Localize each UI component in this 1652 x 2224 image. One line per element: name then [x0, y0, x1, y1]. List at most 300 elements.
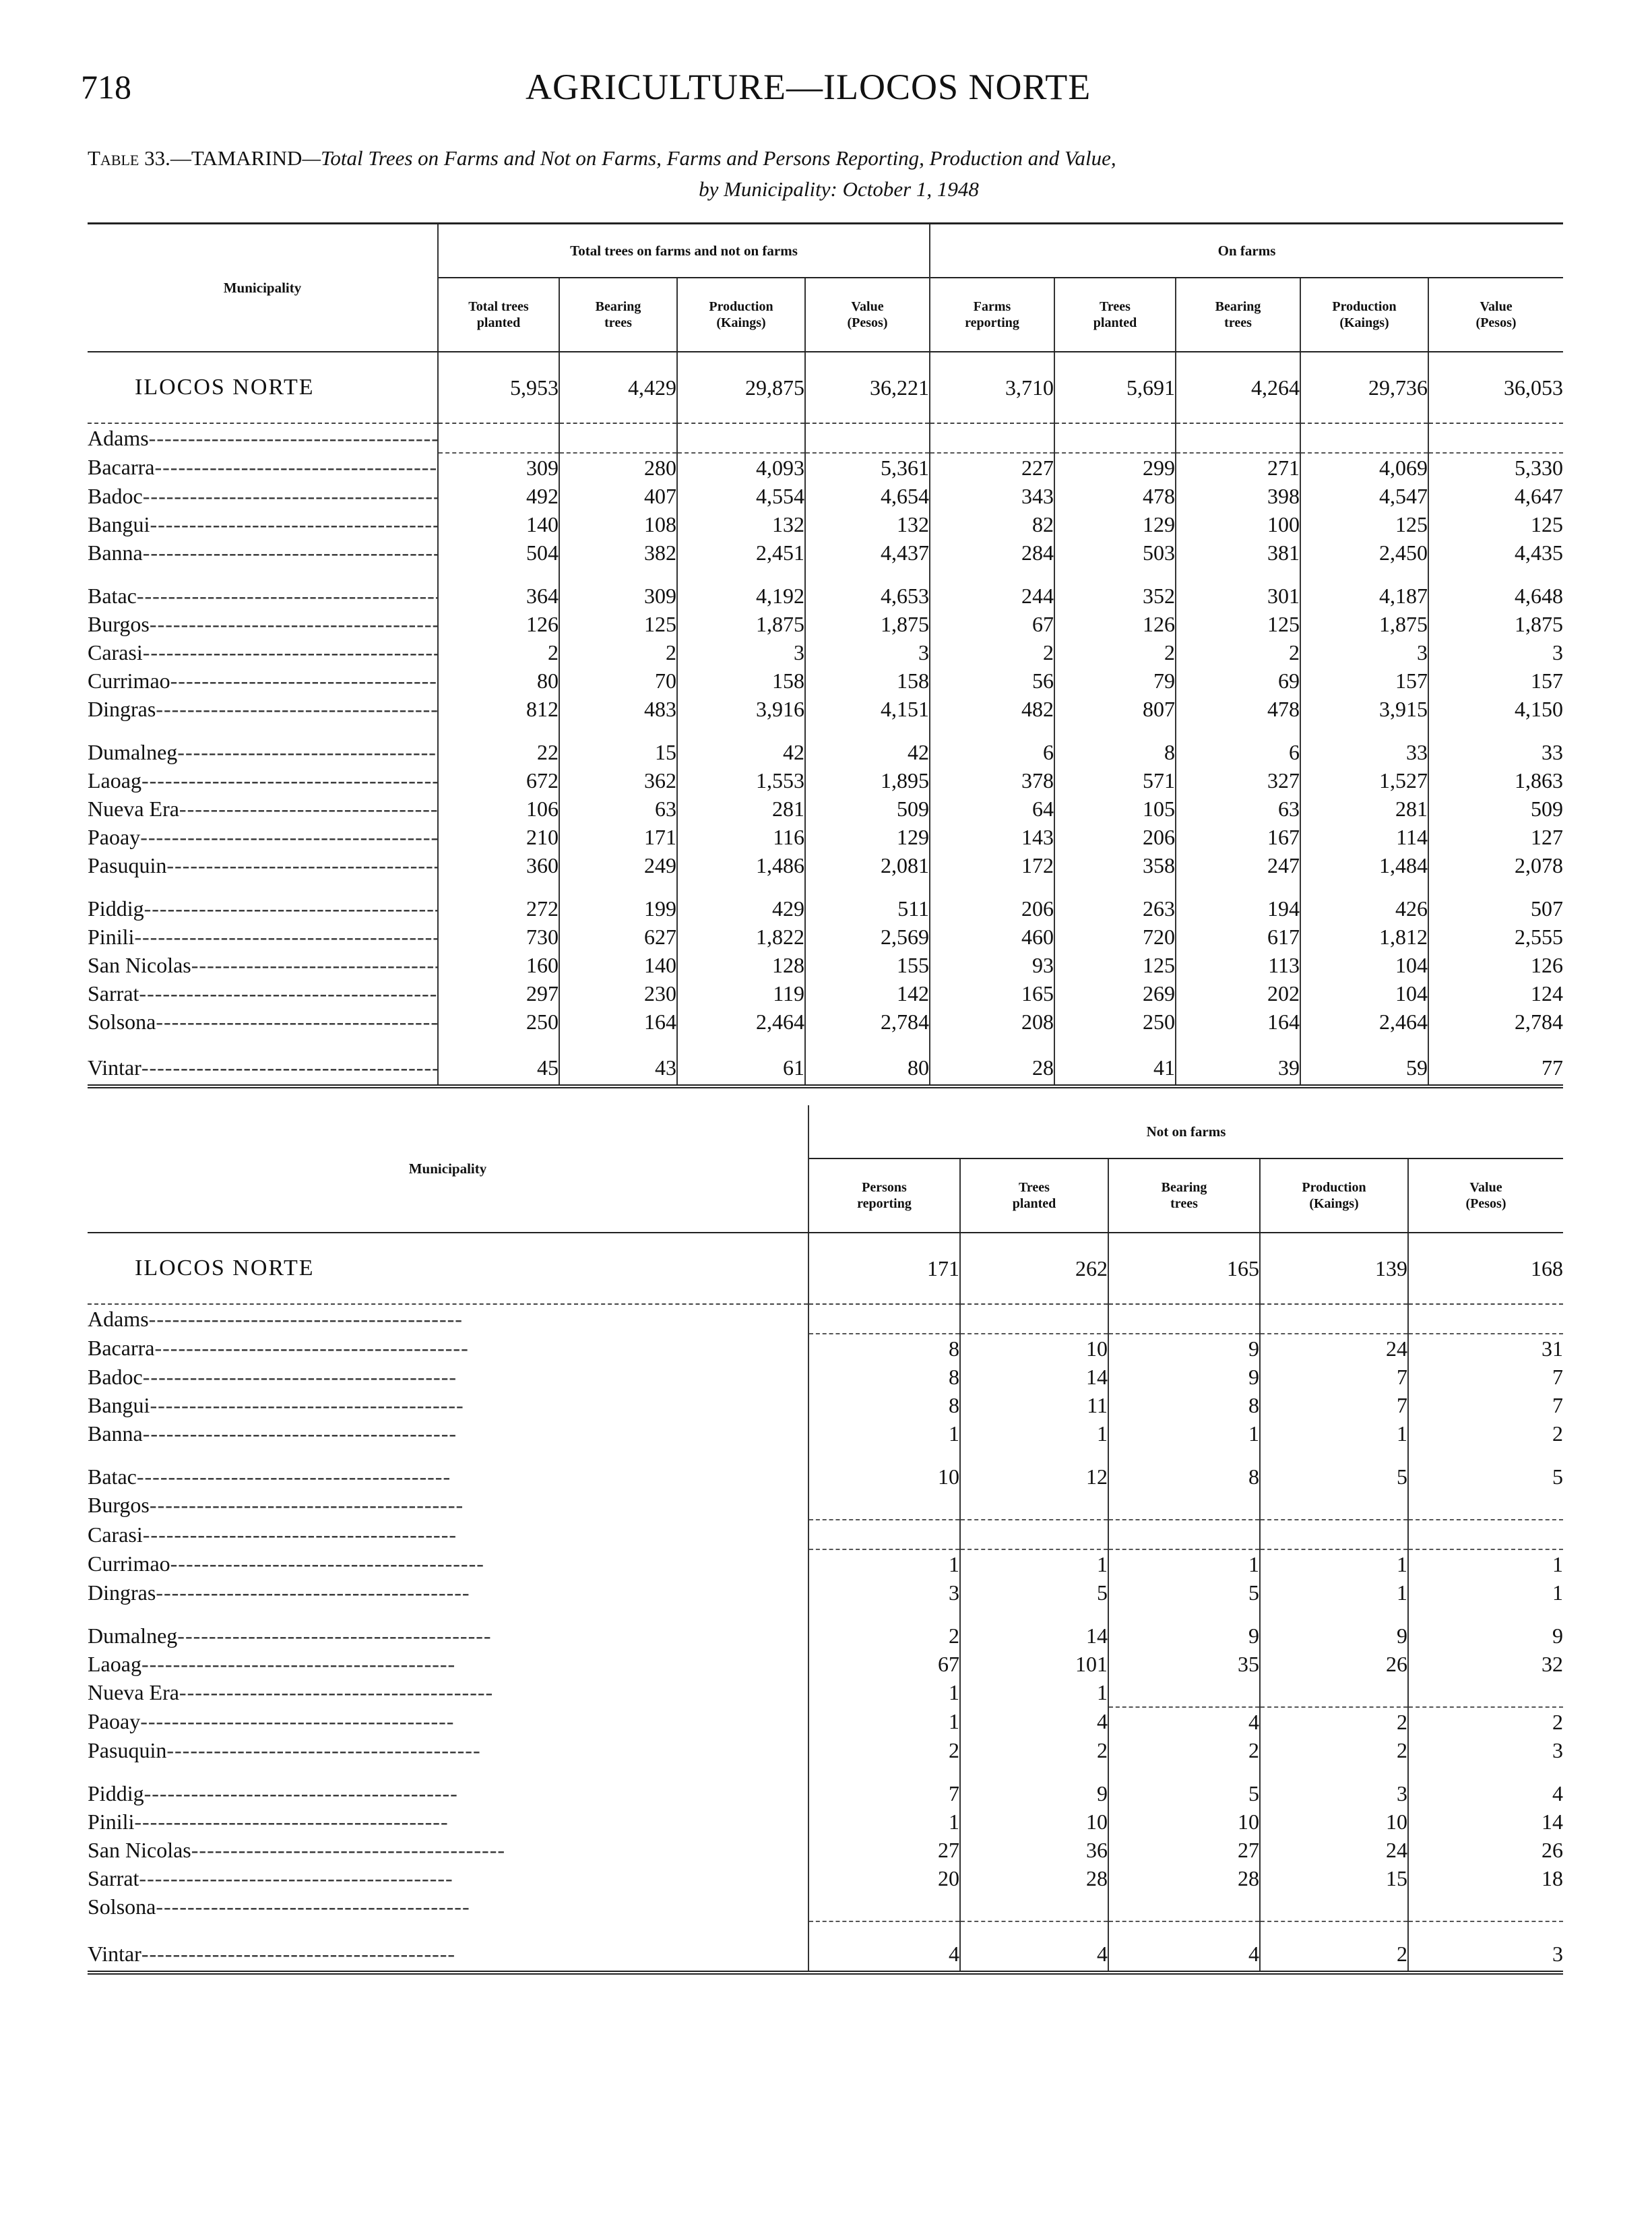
upper-col-header-line: trees [1224, 315, 1252, 330]
upper-cell-value: 2 [438, 638, 559, 667]
lower-total-row [88, 1233, 1563, 1304]
lower-cell-value [1260, 1520, 1408, 1549]
lower-cell-value: 7 [1260, 1391, 1408, 1419]
table-caption [88, 143, 1563, 205]
lower-cell-value: 26 [1408, 1836, 1563, 1864]
lower-cell-value: 24 [1260, 1836, 1408, 1864]
upper-row-name [88, 851, 438, 879]
lower-cell-value: 101 [960, 1650, 1108, 1678]
upper-col-header-line: (Pesos) [847, 315, 888, 330]
upper-cell-value: 483 [559, 695, 677, 723]
lower-municipality-name: Dumalneg [88, 1623, 178, 1648]
upper-municipality-name: Dumalneg [88, 739, 178, 764]
upper-table-row [88, 638, 1563, 667]
upper-leader-dots [134, 925, 438, 949]
upper-row-name [88, 766, 438, 795]
lower-total-value: 139 [1260, 1233, 1408, 1304]
lower-table-row [88, 1334, 1563, 1363]
lower-leader-dots [177, 1624, 491, 1648]
upper-gap-cell [805, 1036, 930, 1051]
lower-cell-value: 8 [1108, 1462, 1260, 1491]
lower-table-row [88, 1892, 1563, 1921]
lower-cell-value: 5 [1260, 1462, 1408, 1491]
upper-table-row [88, 823, 1563, 851]
upper-cell-value: 128 [677, 951, 805, 979]
upper-row-name [88, 638, 438, 667]
upper-cell-value: 125 [1054, 951, 1176, 979]
upper-cell-value: 358 [1054, 851, 1176, 879]
lower-cell-value: 2 [808, 1736, 960, 1764]
upper-cell-value: 125 [1428, 510, 1563, 538]
upper-gap-cell [1428, 567, 1563, 582]
lower-municipality-name: Nueva Era [88, 1680, 179, 1704]
lower-group-gap [88, 1921, 1563, 1937]
upper-gap-cell [1428, 879, 1563, 894]
upper-leader-dots [139, 981, 438, 1006]
lower-row-name [88, 1334, 808, 1363]
lower-gap-cell [960, 1607, 1108, 1621]
upper-cell-value: 1,822 [677, 923, 805, 951]
upper-gap-cell [930, 723, 1054, 738]
upper-cell-value: 343 [930, 482, 1054, 510]
lower-cell-value: 9 [1108, 1621, 1260, 1650]
upper-cell-value: 158 [677, 667, 805, 695]
upper-cell-value: 164 [1176, 1008, 1300, 1036]
upper-col-header [1300, 278, 1428, 352]
lower-col-header-line: Bearing [1161, 1180, 1207, 1195]
upper-cell-value: 104 [1300, 951, 1428, 979]
upper-municipality-name: Adams [88, 426, 149, 450]
upper-cell-value: 69 [1176, 667, 1300, 695]
upper-group-gap [88, 567, 1563, 582]
lower-cell-value: 1 [1408, 1549, 1563, 1578]
upper-table-row [88, 667, 1563, 695]
lower-cell-value [1408, 1520, 1563, 1549]
upper-gap-cell [438, 723, 559, 738]
upper-cell-value: 106 [438, 795, 559, 823]
upper-gap-cell [438, 1036, 559, 1051]
upper-col-header [559, 278, 677, 352]
lower-cell-value: 2 [1408, 1707, 1563, 1736]
lower-leader-dots [140, 1709, 454, 1733]
lower-col-header [1108, 1159, 1260, 1233]
upper-municipality-name: Laoag [88, 768, 141, 793]
upper-cell-value: 3 [1300, 638, 1428, 667]
upper-gap-cell [88, 567, 438, 582]
upper-table-row [88, 738, 1563, 766]
table-subtitle-1: —Total Trees on Farms and Not on Farms, Farms and Persons Reporting, Production and Value, [302, 146, 1116, 170]
lower-cell-value [1260, 1892, 1408, 1921]
lower-table-row [88, 1491, 1563, 1520]
upper-cell-value [1176, 423, 1300, 453]
upper-cell-value: 42 [805, 738, 930, 766]
lower-row-name [88, 1779, 808, 1808]
upper-cell-value: 125 [559, 610, 677, 638]
upper-gap-cell [1054, 879, 1176, 894]
upper-cell-value: 33 [1428, 738, 1563, 766]
lower-cell-value: 9 [1408, 1621, 1563, 1650]
lower-row-name [88, 1419, 808, 1448]
upper-cell-value: 504 [438, 538, 559, 567]
lower-cell-value: 14 [1408, 1808, 1563, 1836]
lower-total-value: 171 [808, 1233, 960, 1304]
upper-cell-value: 269 [1054, 979, 1176, 1008]
upper-cell-value: 165 [930, 979, 1054, 1008]
upper-cell-value: 132 [805, 510, 930, 538]
lower-cell-value: 28 [960, 1864, 1108, 1892]
upper-municipality-name: Carasi [88, 640, 143, 665]
upper-group-gap [88, 723, 1563, 738]
upper-cell-value: 2,078 [1428, 851, 1563, 879]
upper-cell-value [559, 423, 677, 453]
lower-municipality-name: Paoay [88, 1709, 141, 1733]
lower-col-header [960, 1159, 1108, 1233]
upper-cell-value: 381 [1176, 538, 1300, 567]
upper-leader-dots [170, 669, 438, 693]
lower-municipality-name: Piddig [88, 1781, 144, 1805]
upper-cell-value: 1,863 [1428, 766, 1563, 795]
upper-cell-value: 4,150 [1428, 695, 1563, 723]
lower-municipality-name: Batac [88, 1464, 137, 1489]
upper-group-gap [88, 879, 1563, 894]
upper-cell-value: 4,547 [1300, 482, 1428, 510]
lower-col-header [1260, 1159, 1408, 1233]
upper-cell-value: 202 [1176, 979, 1300, 1008]
upper-table-row [88, 695, 1563, 723]
upper-cell-value: 301 [1176, 582, 1300, 610]
lower-row-name [88, 1864, 808, 1892]
upper-cell-value: 42 [677, 738, 805, 766]
lower-cell-value: 4 [960, 1707, 1108, 1736]
lower-cell-value: 20 [808, 1864, 960, 1892]
upper-gap-cell [1428, 1036, 1563, 1051]
upper-cell-value: 280 [559, 453, 677, 482]
upper-cell-value: 1,875 [1300, 610, 1428, 638]
lower-table-row [88, 1864, 1563, 1892]
lower-gap-cell [808, 1921, 960, 1937]
upper-cell-value: 617 [1176, 923, 1300, 951]
upper-col-header-line: reporting [965, 315, 1019, 330]
upper-cell-value: 2,555 [1428, 923, 1563, 951]
lower-municipality-name: Pinili [88, 1809, 135, 1834]
upper-cell-value: 140 [438, 510, 559, 538]
lower-gap-cell [808, 1448, 960, 1462]
lower-row-name [88, 1736, 808, 1764]
upper-cell-value: 125 [1176, 610, 1300, 638]
upper-cell-value: 61 [677, 1051, 805, 1086]
lower-cell-value [1408, 1304, 1563, 1334]
upper-gap-cell [1176, 879, 1300, 894]
upper-gap-cell [677, 879, 805, 894]
upper-cell-value: 172 [930, 851, 1054, 879]
upper-cell-value: 297 [438, 979, 559, 1008]
lower-cell-value: 14 [960, 1363, 1108, 1391]
running-head: AGRICULTURE—ILOCOS NORTE [526, 67, 1091, 107]
upper-cell-value [677, 423, 805, 453]
upper-row-name [88, 738, 438, 766]
upper-municipality-name: Pasuquin [88, 853, 167, 877]
upper-cell-value: 4,187 [1300, 582, 1428, 610]
lower-row-name [88, 1621, 808, 1650]
lower-cell-value: 3 [1408, 1937, 1563, 1973]
upper-municipality-name: Currimao [88, 668, 170, 693]
upper-cell-value: 1,895 [805, 766, 930, 795]
upper-leader-dots [141, 768, 438, 793]
upper-cell-value: 82 [930, 510, 1054, 538]
table-label: Table 33.— [88, 146, 191, 170]
upper-cell-value: 142 [805, 979, 930, 1008]
lower-municipality-name: San Nicolas [88, 1837, 191, 1862]
upper-cell-value: 164 [559, 1008, 677, 1036]
lower-leader-dots [154, 1336, 468, 1360]
upper-cell-value: 309 [438, 453, 559, 482]
upper-cell-value [1428, 423, 1563, 453]
upper-table-row [88, 1051, 1563, 1086]
lower-table-row [88, 1520, 1563, 1549]
upper-table-row [88, 582, 1563, 610]
upper-leader-dots [179, 797, 438, 821]
table-title: TAMARIND [191, 146, 303, 170]
lower-row-name [88, 1937, 808, 1973]
upper-municipality-name: Solsona [88, 1009, 156, 1034]
lower-cell-value: 1 [808, 1549, 960, 1578]
upper-leader-dots [177, 740, 438, 764]
lower-cell-value [1260, 1304, 1408, 1334]
upper-cell-value: 352 [1054, 582, 1176, 610]
upper-cell-value: 2,451 [677, 538, 805, 567]
lower-table-row [88, 1836, 1563, 1864]
upper-cell-value: 812 [438, 695, 559, 723]
upper-total-value: 29,875 [677, 352, 805, 423]
lower-municipality-name: Bacarra [88, 1336, 155, 1360]
upper-col-header-line: Value [851, 299, 884, 314]
upper-cell-value: 2 [559, 638, 677, 667]
upper-row-name [88, 423, 438, 453]
lower-gap-cell [1108, 1448, 1260, 1462]
upper-cell-value: 67 [930, 610, 1054, 638]
lower-cell-value [960, 1892, 1108, 1921]
upper-leader-dots [140, 825, 438, 849]
upper-gap-cell [930, 879, 1054, 894]
upper-cell-value: 281 [677, 795, 805, 823]
lower-municipality-name: Pasuquin [88, 1737, 167, 1762]
upper-cell-value: 1,484 [1300, 851, 1428, 879]
lower-row-name [88, 1808, 808, 1836]
lower-cell-value: 5 [960, 1578, 1108, 1607]
upper-cell-value: 64 [930, 795, 1054, 823]
lower-cell-value: 26 [1260, 1650, 1408, 1678]
upper-total-value: 4,264 [1176, 352, 1300, 423]
upper-table-row [88, 894, 1563, 923]
upper-row-name [88, 610, 438, 638]
upper-row-name [88, 482, 438, 510]
upper-cell-value: 15 [559, 738, 677, 766]
lower-table-row [88, 1736, 1563, 1764]
lower-cell-value: 1 [1260, 1419, 1408, 1448]
lower-col-header-line: Trees [1019, 1180, 1050, 1195]
lower-cell-value: 3 [1260, 1779, 1408, 1808]
lower-cell-value: 8 [808, 1391, 960, 1419]
upper-cell-value: 730 [438, 923, 559, 951]
upper-cell-value: 167 [1176, 823, 1300, 851]
upper-gap-cell [438, 567, 559, 582]
lower-table-row [88, 1363, 1563, 1391]
upper-cell-value: 4,654 [805, 482, 930, 510]
upper-cell-value [438, 423, 559, 453]
upper-gap-cell [559, 1036, 677, 1051]
upper-cell-value: 3 [677, 638, 805, 667]
upper-cell-value: 478 [1054, 482, 1176, 510]
lower-cell-value: 10 [808, 1462, 960, 1491]
lower-leader-dots [143, 1421, 457, 1446]
lower-cell-value: 2 [1260, 1707, 1408, 1736]
upper-cell-value: 126 [438, 610, 559, 638]
lower-municipality-name: Currimao [88, 1551, 170, 1576]
lower-cell-value [1408, 1491, 1563, 1520]
upper-cell-value: 5,330 [1428, 453, 1563, 482]
upper-cell-value: 79 [1054, 667, 1176, 695]
lower-cell-value: 24 [1260, 1334, 1408, 1363]
upper-total-value: 5,953 [438, 352, 559, 423]
upper-cell-value: 43 [559, 1051, 677, 1086]
upper-group-gap [88, 1036, 1563, 1051]
lower-cell-value: 1 [808, 1678, 960, 1707]
lower-gap-cell [1108, 1921, 1260, 1937]
upper-municipality-name: Dingras [88, 696, 156, 721]
lower-cell-value [1408, 1678, 1563, 1707]
lower-leader-dots [150, 1493, 464, 1517]
upper-col-header-line: Total trees [468, 299, 529, 314]
upper-cell-value: 80 [438, 667, 559, 695]
lower-cell-value: 8 [808, 1363, 960, 1391]
upper-gap-cell [805, 879, 930, 894]
lower-gap-cell [1408, 1607, 1563, 1621]
upper-col-header [805, 278, 930, 352]
lower-table-row [88, 1578, 1563, 1607]
upper-cell-value: 299 [1054, 453, 1176, 482]
upper-cell-value: 77 [1428, 1051, 1563, 1086]
lower-leader-dots [144, 1781, 458, 1805]
lower-gap-cell [88, 1764, 808, 1779]
lower-cell-value: 2 [1108, 1736, 1260, 1764]
upper-cell-value: 244 [930, 582, 1054, 610]
upper-cell-value: 571 [1054, 766, 1176, 795]
lower-cell-value: 2 [960, 1736, 1108, 1764]
upper-cell-value: 1,527 [1300, 766, 1428, 795]
lower-cell-value: 7 [1408, 1363, 1563, 1391]
upper-col-header-line: Farms [973, 299, 1011, 314]
lower-col-header-line: (Pesos) [1465, 1196, 1506, 1211]
upper-leader-dots [143, 640, 438, 665]
upper-cell-value: 230 [559, 979, 677, 1008]
upper-table-row [88, 795, 1563, 823]
lower-leader-dots [156, 1580, 470, 1605]
lower-gap-cell [88, 1448, 808, 1462]
upper-total-value: 3,710 [930, 352, 1054, 423]
lower-cell-value: 10 [960, 1808, 1108, 1836]
upper-cell-value: 108 [559, 510, 677, 538]
lower-cell-value: 5 [1408, 1462, 1563, 1491]
upper-cell-value: 80 [805, 1051, 930, 1086]
upper-cell-value: 492 [438, 482, 559, 510]
lower-gap-cell [1408, 1921, 1563, 1937]
lower-leader-dots [143, 1365, 457, 1389]
upper-gap-cell [930, 567, 1054, 582]
lower-cell-value: 1 [960, 1549, 1108, 1578]
upper-cell-value: 63 [559, 795, 677, 823]
upper-table-row [88, 453, 1563, 482]
upper-total-row [88, 352, 1563, 423]
upper-row-name [88, 510, 438, 538]
upper-table-row [88, 482, 1563, 510]
upper-cell-value: 2,569 [805, 923, 930, 951]
upper-municipality-name: Badoc [88, 483, 143, 508]
upper-leader-dots [150, 512, 438, 536]
upper-row-name [88, 1051, 438, 1086]
lower-gap-cell [88, 1607, 808, 1621]
lower-gap-cell [1260, 1921, 1408, 1937]
lower-cell-value: 7 [1408, 1391, 1563, 1419]
upper-cell-value: 1,875 [805, 610, 930, 638]
lower-gap-cell [808, 1607, 960, 1621]
upper-table-row [88, 1008, 1563, 1036]
upper-leader-dots [154, 455, 438, 479]
lower-cell-value: 1 [1108, 1419, 1260, 1448]
lower-leader-dots [156, 1894, 470, 1919]
upper-gap-cell [1054, 1036, 1176, 1051]
upper-col-header-line: Bearing [1215, 299, 1261, 314]
lower-group-gap [88, 1764, 1563, 1779]
lower-table-row [88, 1779, 1563, 1808]
upper-cell-value: 2,464 [677, 1008, 805, 1036]
upper-cell-value: 171 [559, 823, 677, 851]
lower-cell-value: 2 [1260, 1736, 1408, 1764]
upper-cell-value: 56 [930, 667, 1054, 695]
upper-leader-dots [150, 612, 438, 636]
lower-cell-value: 35 [1108, 1650, 1260, 1678]
upper-cell-value: 125 [1300, 510, 1428, 538]
upper-cell-value: 511 [805, 894, 930, 923]
lower-cell-value [1108, 1491, 1260, 1520]
lower-cell-value: 27 [1108, 1836, 1260, 1864]
lower-cell-value: 2 [1260, 1937, 1408, 1973]
upper-cell-value: 672 [438, 766, 559, 795]
lower-municipality-name: Solsona [88, 1894, 156, 1919]
upper-cell-value: 1,553 [677, 766, 805, 795]
lower-cell-value: 1 [960, 1419, 1108, 1448]
upper-cell-value: 460 [930, 923, 1054, 951]
upper-total-value: 5,691 [1054, 352, 1176, 423]
lower-total-value: 165 [1108, 1233, 1260, 1304]
upper-cell-value: 39 [1176, 1051, 1300, 1086]
upper-leader-dots [149, 426, 438, 450]
upper-cell-value: 509 [805, 795, 930, 823]
lower-cell-value [960, 1491, 1108, 1520]
upper-gap-cell [677, 567, 805, 582]
lower-total-value: 262 [960, 1233, 1108, 1304]
upper-cell-value: 194 [1176, 894, 1300, 923]
lower-cell-value: 67 [808, 1650, 960, 1678]
upper-col-header [1176, 278, 1300, 352]
upper-leader-dots [144, 896, 438, 921]
lower-cell-value: 1 [808, 1808, 960, 1836]
lower-cell-value: 14 [960, 1621, 1108, 1650]
lower-cell-value: 9 [1260, 1621, 1408, 1650]
lower-row-name [88, 1578, 808, 1607]
upper-cell-value: 429 [677, 894, 805, 923]
upper-cell-value: 63 [1176, 795, 1300, 823]
lower-leader-dots [149, 1307, 463, 1331]
